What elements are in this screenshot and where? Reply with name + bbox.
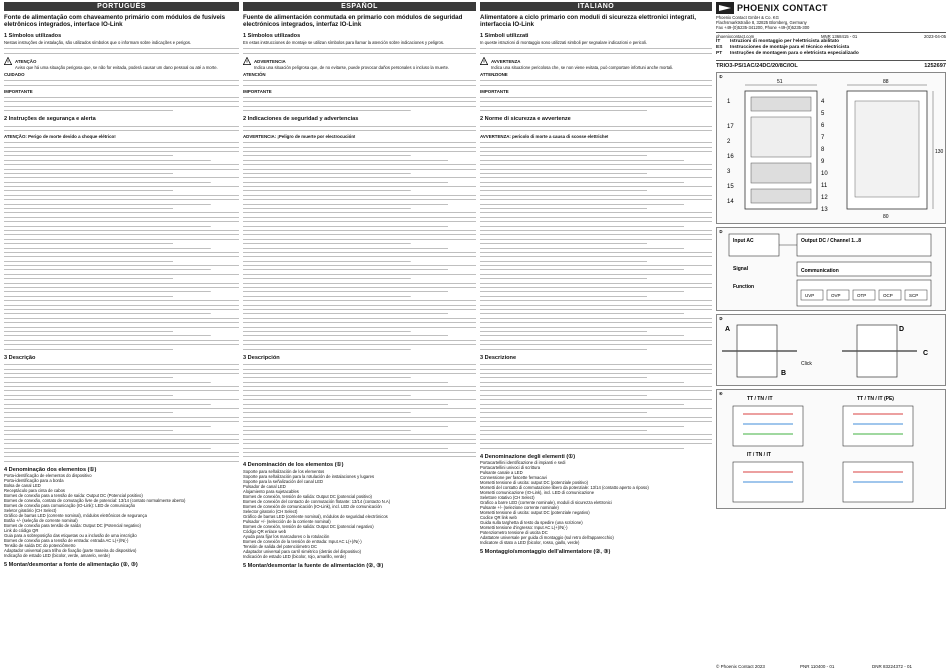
list-item: Bornes de conexão, contato de comutação livre de potencial: 13/14 (contato normalmente aberto) bbox=[4, 498, 186, 504]
list-item: Tensión de salida del potenciómetro DC bbox=[243, 543, 318, 549]
text-block bbox=[480, 141, 712, 350]
lang-code: IT bbox=[716, 38, 721, 44]
dim-height: 130 bbox=[935, 148, 944, 155]
text-block bbox=[480, 125, 712, 132]
list-item: Morsetti del contatto di commutazione libero da potenziale: 13/14 (contatto aperto a riposo) bbox=[480, 485, 649, 491]
figure-label: ④ bbox=[719, 390, 723, 396]
section-2-pt: 2 Instruções de segurança e alerta bbox=[4, 115, 96, 122]
callout: 1 bbox=[727, 98, 731, 105]
list-item: Codice QR link web bbox=[480, 515, 517, 521]
schematic-signal: Signal bbox=[733, 265, 749, 272]
list-item: Morsetti tensione d'ingresso: Input AC L(+)/N(-) bbox=[480, 525, 568, 531]
text-block bbox=[4, 47, 239, 54]
list-item: Pulsante canale a LED bbox=[480, 470, 523, 476]
section-4-pt: 4 Denominação dos elementos (①) bbox=[4, 466, 97, 473]
list-item: Adattatore universale per guida di montaggio (sul retro dell'apparecchio) bbox=[480, 535, 614, 541]
attention-text-es: Indica una situación peligrosa que, de no evitarse, puede provocar daños personales o incluso la muerte. bbox=[254, 65, 450, 70]
list-item: Soporte para la señalización del canal LED bbox=[243, 478, 324, 484]
list-item: Pulsador de canal LED bbox=[243, 483, 286, 489]
function-ocp: OCP bbox=[883, 292, 893, 298]
list-item: Alojamiento para sujetacables bbox=[243, 488, 299, 494]
lang-header-it: ITALIANO bbox=[480, 2, 712, 11]
attention-label-es: ADVERTENCIA bbox=[254, 58, 286, 64]
text-block bbox=[243, 363, 476, 458]
callout: 7 bbox=[821, 134, 825, 141]
text-block bbox=[243, 96, 476, 112]
list-item: Porta-identificação para a borda bbox=[4, 478, 64, 484]
device-drawing bbox=[717, 73, 945, 223]
important-label-pt: IMPORTANTE bbox=[4, 88, 33, 94]
text-block bbox=[480, 363, 712, 449]
section-5-pt: 5 Montar/desmontar a fonte de alimentação (②, ③) bbox=[4, 562, 138, 569]
list-item: Bornes de conexión del contacto de conmutación flotante: 13/14 (contacto N.A) bbox=[243, 498, 391, 504]
address-line: Fax +49-(0)5235-341200, Phone +49-(0)5235-300 bbox=[716, 24, 810, 30]
section-1-text-es: En estas instrucciones de montaje se utilizan símbolos para llamar la atención sobre indicaciones y peligros. bbox=[243, 40, 445, 46]
list-item: Receptáculo para cinta de cabos bbox=[4, 488, 65, 494]
text-block bbox=[243, 47, 476, 54]
list-item: Morsetti comunicazione (IO-Link), incl. LED di comunicazione bbox=[480, 490, 595, 496]
list-item: Adaptador universal para trilho de fixação (parte traseira do dispositivo) bbox=[4, 548, 137, 554]
list-item: Pulsante +/- (selezione corrente nominale) bbox=[480, 505, 559, 511]
step-label: B bbox=[781, 369, 787, 377]
section-1-es: 1 Símbolos utilizados bbox=[243, 32, 301, 39]
function-uvp: UVP bbox=[805, 292, 815, 298]
lang-text: Instrucciones de montaje para el técnico electricista bbox=[730, 44, 850, 50]
text-block bbox=[480, 47, 712, 54]
list-item: Soporte para señalización para la rotulación de instalaciones y lugares bbox=[243, 473, 375, 479]
lang-line-pt bbox=[716, 51, 946, 57]
section-5-it: 5 Montaggio/smontaggio dell'alimentatore (②, ③) bbox=[480, 549, 611, 556]
lang-text: Instruções de montagem para o eletricista especializado bbox=[730, 50, 859, 56]
address-line: Flachsmarktstraße 8, 32825 Blomberg, Germany bbox=[716, 19, 807, 25]
company-address bbox=[716, 16, 946, 31]
block-schematic bbox=[717, 228, 945, 310]
phoenix-logo-icon bbox=[716, 2, 734, 14]
attention-label-pt: ATENÇÃO bbox=[15, 58, 37, 64]
list-item: Gráfico de barras LED (corrente nominal), módulos eletrônicos de segurança bbox=[4, 513, 147, 519]
list-item: Seletor giratório (CH Select) bbox=[4, 508, 57, 514]
dim-width: 51 bbox=[777, 78, 783, 85]
section-2-warning-es: ADVERTENCIA: ¡Peligro de muerte por electrocución! bbox=[243, 133, 356, 139]
article-number: 1252697 bbox=[924, 62, 946, 69]
warning-box-pt bbox=[4, 57, 239, 70]
section-2-warning-it: AVVERTENZA: pericolo di morte a causa di scosse elettriche! bbox=[480, 133, 609, 139]
mounting-drawing bbox=[717, 315, 945, 385]
list-item: Soporte para señalización de los elementos bbox=[243, 468, 325, 474]
list-item: Selector giratorio (CH Select) bbox=[243, 508, 298, 514]
figure-label: ② bbox=[719, 228, 723, 234]
wiring-label: IT / TN / IT bbox=[747, 451, 771, 458]
list-item: Bornes de conexión de comunicación (IO-Link), incl. LED de comunicación bbox=[243, 503, 382, 509]
function-scp: SCP bbox=[909, 292, 919, 298]
list-item: Morsetti tensione di uscita: output DC (potenziale negativo) bbox=[480, 510, 590, 516]
callout: 12 bbox=[821, 194, 828, 201]
list-item: Tensão de saída DC do potenciômetro bbox=[4, 543, 76, 549]
doc-date: 2023-04-05 bbox=[924, 33, 946, 39]
callout: 5 bbox=[821, 110, 825, 117]
text-block bbox=[4, 125, 239, 132]
list-item: Bornes de conexión, tensión de salida: Output DC (potencial negativo) bbox=[243, 523, 374, 529]
list-item: Potenziometro tensione di uscita DC bbox=[480, 530, 548, 536]
section-1-pt: 1 Símbolos utilizados bbox=[4, 32, 62, 39]
lang-text: Istruzioni di montaggio per l'elettricista abilitato bbox=[730, 38, 840, 44]
brand-logo bbox=[716, 2, 946, 14]
function-otp: OTP bbox=[857, 292, 867, 298]
column-portuguese bbox=[4, 0, 239, 671]
list-item: Adaptador universal para carril simétrico (detrás del dispositivo) bbox=[243, 548, 361, 554]
function-ovp: OVP bbox=[831, 292, 841, 298]
schematic-function: Function bbox=[733, 283, 755, 290]
list-item: Guida sulla targhetta di testo da spedire (una scrizione) bbox=[480, 520, 583, 526]
wiring-label: TT / TN / IT bbox=[747, 395, 773, 402]
address-line: Phoenix Contact GmbH & Co. KG bbox=[716, 15, 779, 20]
text-block bbox=[4, 363, 239, 463]
list-item: Bornes de conexão para a tensão de entrada: entrada AC L(+)/N(-) bbox=[4, 538, 129, 544]
schematic-communication: Communication bbox=[801, 267, 839, 274]
list-item: Indicação de estado LED (bicolor, verde, amarelo, verde) bbox=[4, 553, 110, 559]
section-4-it: 4 Denominazione degli elementi (①) bbox=[480, 453, 576, 460]
figure-label: ① bbox=[719, 73, 723, 79]
footer-pnr: PNR 110400 - 01 bbox=[800, 664, 835, 669]
section-3-es: 3 Descripción bbox=[243, 354, 280, 361]
text-block bbox=[4, 79, 239, 86]
callout: 9 bbox=[821, 158, 825, 165]
section-1-text-it: In queste istruzioni di montaggio sono utilizzati simboli per segnalare indicazioni e pericoli. bbox=[480, 40, 648, 46]
warning-triangle-icon bbox=[4, 57, 12, 65]
warning-triangle-icon bbox=[480, 57, 488, 65]
text-block bbox=[243, 79, 476, 86]
list-item: Gráfico de barras LED (corriente nominal), módulos de seguridad electrónicos bbox=[243, 513, 388, 519]
click-label: Click bbox=[801, 360, 812, 367]
list-item: Portacartellini univoci di scrittura bbox=[480, 465, 541, 471]
text-block bbox=[4, 96, 239, 112]
website: phoenixcontact.com bbox=[716, 33, 755, 39]
list-item: Guia para a sobreposição das etiquetas ou a inclusão de uma inscrição bbox=[4, 533, 137, 539]
list-item: Ayuda para fijar los marcadores o la rotulación bbox=[243, 533, 330, 539]
schematic-output: Output DC / Channel 1...8 bbox=[801, 237, 862, 244]
callout: 11 bbox=[821, 182, 828, 189]
footer-copyright: © Phoenix Contact 2023 bbox=[716, 664, 765, 669]
column-italian bbox=[480, 0, 712, 671]
lang-code: PT bbox=[716, 50, 723, 56]
lang-code: ES bbox=[716, 44, 723, 50]
callout: 15 bbox=[727, 183, 734, 190]
list-item: Pulsador +/- (selección de la corriente nominal) bbox=[243, 518, 331, 524]
figure-mounting bbox=[716, 314, 946, 386]
element-list-pt bbox=[4, 473, 239, 558]
doc-title-pt: Fonte de alimentação com chaveamento primário com módulos de fusíveis eletrônicos integrados, interface IO-Link bbox=[4, 14, 226, 29]
brand-name: PHOENIX CONTACT bbox=[737, 2, 828, 13]
important-label-es: IMPORTANTE bbox=[243, 88, 272, 94]
list-item: Bolsa de canal LED bbox=[4, 483, 41, 489]
section-2-es: 2 Indicaciones de seguridad y advertencias bbox=[243, 115, 359, 122]
text-block bbox=[480, 96, 712, 112]
doc-title-it: Alimentatore a ciclo primario con moduli di sicurezza elettronici integrati, interfaccia IO-Link bbox=[480, 14, 696, 29]
wiring-drawing bbox=[717, 390, 945, 508]
section-4-es: 4 Denominación de los elementos (①) bbox=[243, 462, 344, 469]
lang-header-es: ESPAÑOL bbox=[243, 2, 476, 11]
callout: 6 bbox=[821, 122, 825, 129]
list-item: Bornes de conexión de la tensión de entrada: Input AC L(+)/N(-) bbox=[243, 538, 362, 544]
warning-box-it bbox=[480, 57, 712, 70]
callout: 3 bbox=[727, 168, 731, 175]
section-2-it: 2 Norme di sicurezza e avvertenze bbox=[480, 115, 571, 122]
dim-depth: 88 bbox=[883, 78, 889, 85]
doc-meta-row bbox=[716, 32, 946, 39]
section-3-pt: 3 Descrição bbox=[4, 354, 36, 361]
list-item: Bornes de conexão para tensão de saída: Output DC (Potencial negativo) bbox=[4, 523, 141, 529]
list-item: Bornes de conexión, tensión de salida: Output DC (potencial positivo) bbox=[243, 493, 372, 499]
list-item: Bornes de conexão para a tensão de saída: Output DC (Potencial positivo) bbox=[4, 493, 143, 499]
callout: 8 bbox=[821, 146, 825, 153]
attention-label-it: AVVERTENZA bbox=[491, 58, 521, 64]
list-item: Porta-identificação de elementos do dispositivo bbox=[4, 473, 92, 479]
step-label: C bbox=[923, 349, 929, 357]
element-list-it bbox=[480, 460, 712, 545]
list-item: Selettore rotativo (CH Select) bbox=[480, 495, 535, 501]
list-item: Morsetti tensione di uscita: output DC (potenziale positivo) bbox=[480, 480, 588, 486]
doc-code: MNR 1368415 - 01 bbox=[820, 33, 858, 39]
list-item: Indicación de estado LED (bicolor, rojo, amarillo, verde) bbox=[243, 553, 346, 559]
warning-box-es bbox=[243, 57, 476, 70]
schematic-input: Input AC bbox=[733, 237, 754, 244]
section-5-es: 5 Montar/desmontar la fuente de alimentación (②, ③) bbox=[243, 562, 384, 569]
callout: 2 bbox=[727, 138, 731, 145]
section-1-text-pt: Nestas instruções de instalação, são utilizados símbolos que o informam sobre indicações e perigos. bbox=[4, 40, 192, 46]
wiring-label: TT / TN / IT (PE) bbox=[857, 395, 894, 402]
list-item: Código QR enlace web bbox=[243, 528, 287, 534]
callout: 17 bbox=[727, 123, 734, 130]
figure-device bbox=[716, 72, 946, 224]
caution-label-pt: CUIDADO bbox=[4, 72, 25, 77]
section-2-warning-pt: ATENÇÃO: Perigo de morte devido a choque elétrico! bbox=[4, 133, 116, 139]
important-label-it: IMPORTANTE bbox=[480, 88, 509, 94]
list-item: Bornes de conexão para comunicação (IO-Link): LED de comunicação bbox=[4, 503, 136, 509]
caution-label-it: ATTENZIONE bbox=[480, 72, 508, 77]
warning-triangle-icon bbox=[243, 57, 251, 65]
figure-wiring bbox=[716, 389, 946, 509]
callout: 16 bbox=[727, 153, 734, 160]
callout: 4 bbox=[821, 98, 825, 105]
text-block bbox=[480, 79, 712, 86]
list-item: Connessione per fascette fermacavi bbox=[480, 475, 547, 481]
list-item: Botão +/- (seleção de corrente nominal) bbox=[4, 518, 78, 524]
text-block bbox=[243, 125, 476, 132]
step-label: A bbox=[725, 325, 731, 333]
footer-dnr: DNR 83224372 - 01 bbox=[872, 664, 913, 669]
dim-depth-2: 80 bbox=[883, 213, 889, 220]
list-item: Grafico a barre LED (corrente nominale), moduli di sicurezza elettronici bbox=[480, 500, 612, 506]
element-list-es bbox=[243, 469, 476, 559]
product-row bbox=[716, 60, 946, 69]
text-block bbox=[243, 141, 476, 350]
product-name: TRIO3-PS/1AC/24DC/20/8C/IOL bbox=[716, 62, 798, 69]
attention-text-pt: Aviso que há uma situação perigosa que, se não for evitada, poderá causar um dano pessoal ou até a morte. bbox=[15, 65, 218, 70]
list-item: Link do código QR bbox=[4, 528, 39, 534]
column-spanish bbox=[243, 0, 476, 671]
column-figures bbox=[716, 0, 946, 671]
lang-header-pt: PORTUGUÊS bbox=[4, 2, 239, 11]
callout: 10 bbox=[821, 170, 828, 177]
list-item: Portacartellini identificazione di impianti e sedi bbox=[480, 460, 566, 466]
figure-label: ③ bbox=[719, 315, 723, 321]
attention-text-it: Indica una situazione pericolosa che, se non viene evitata, può comportare infortuni anche mortali. bbox=[491, 65, 674, 70]
caution-label-es: ATENCIÓN bbox=[243, 72, 266, 77]
callout: 13 bbox=[821, 206, 828, 213]
callout: 14 bbox=[727, 198, 734, 205]
section-3-it: 3 Descrizione bbox=[480, 354, 517, 361]
step-label: D bbox=[899, 325, 905, 333]
section-1-it: 1 Simboli utilizzati bbox=[480, 32, 529, 39]
figure-schematic bbox=[716, 227, 946, 311]
doc-title-es: Fuente de alimentación conmutada en primario con módulos de seguridad electrónicos integrados, interfaz IO-Link bbox=[243, 14, 463, 29]
text-block bbox=[4, 141, 239, 350]
list-item: Indicatore di stato a LED (bicolor, rosso, giallo, verde) bbox=[480, 540, 580, 546]
